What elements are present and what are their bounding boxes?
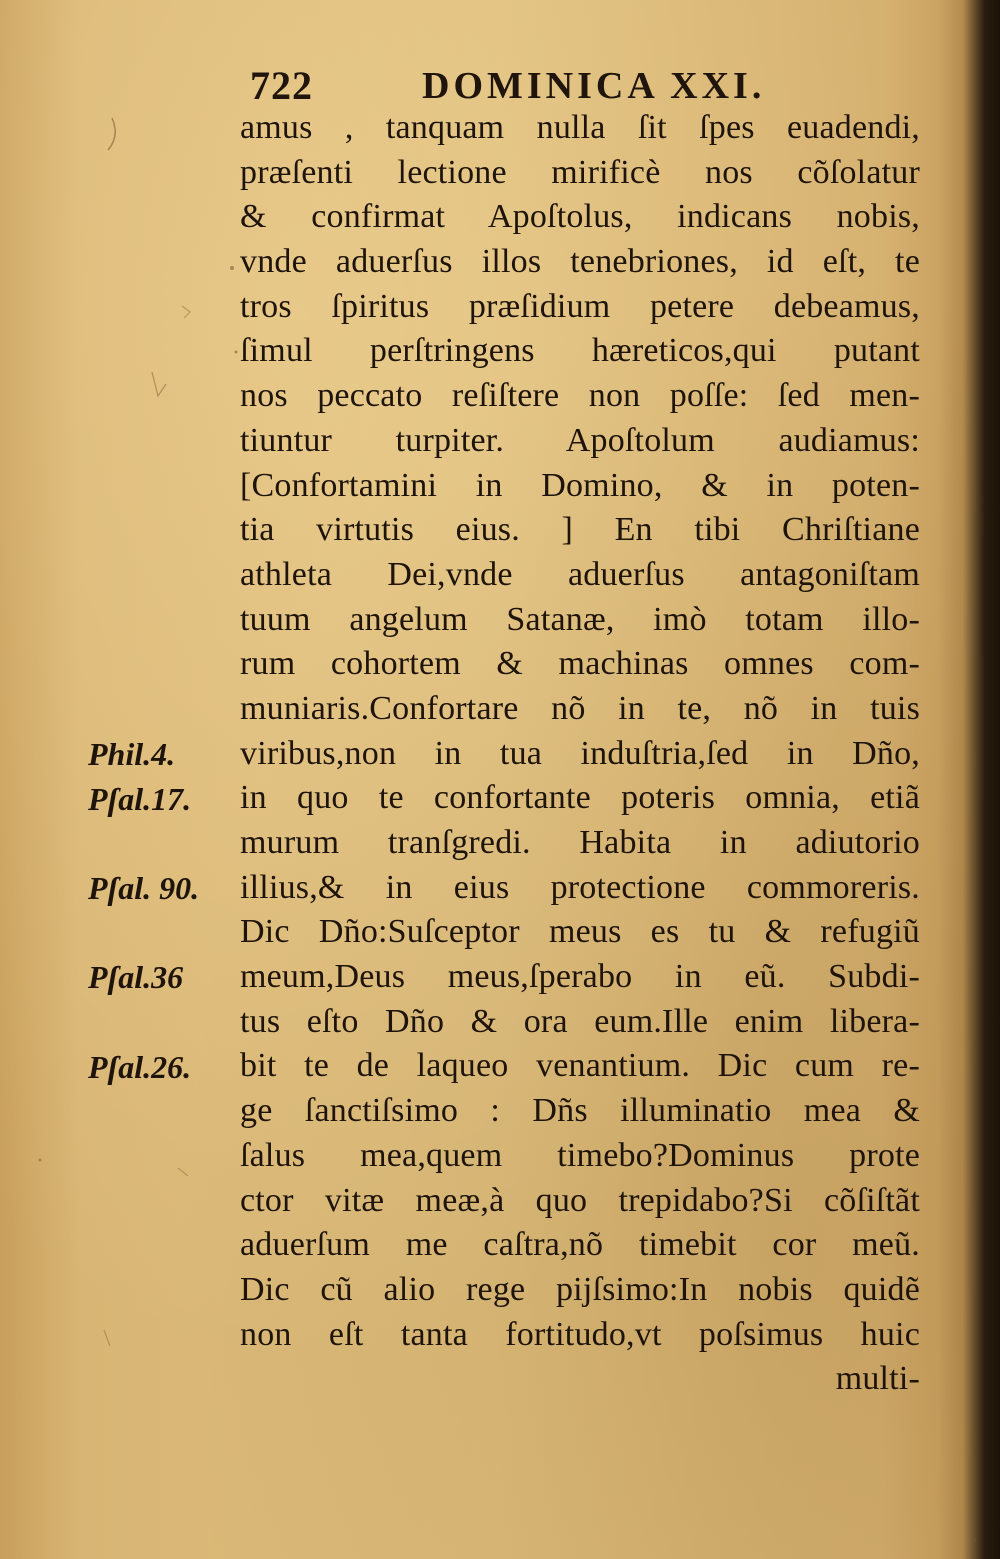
- text-line: ctor vitæ meæ,à quo trepidabo?Si cõſiſtãt: [240, 1181, 920, 1219]
- text-line: [Confortamini in Domino, & in poten-: [240, 466, 920, 504]
- margin-reference: Pſal. 90.: [88, 869, 200, 906]
- text-line: tia virtutis eius. ] En tibi Chriſtiane: [240, 511, 920, 549]
- text-line: & confirmat Apoſtolus, indicans nobis,: [240, 198, 920, 236]
- book-spine-shadow: [938, 0, 1000, 1559]
- text-line: aduerſum me caſtra,nõ timebit cor meũ.: [240, 1226, 920, 1264]
- page-number: 722: [250, 63, 313, 108]
- text-line: Dic Dño:Suſceptor meus es tu & refugiũ: [240, 913, 920, 951]
- text-line: meum,Deus meus,ſperabo in eũ. Subdi-: [240, 958, 920, 996]
- text-line: viribus,non in tua induſtria,ſed in Dño,: [240, 734, 920, 772]
- text-line: ſalus mea,quem timebo?Dominus prote: [240, 1136, 920, 1174]
- text-line: murum tranſgredi. Habita in adiutorio: [240, 824, 920, 861]
- text-line: vnde aduerſus illos tenebriones, id eſt, te: [240, 243, 920, 281]
- text-line: Dic cũ alio rege pijſsimo:In nobis quidẽ: [240, 1270, 920, 1308]
- text-line: illius,& in eius protectione commoreris.: [240, 868, 920, 906]
- text-line: amus , tanquam nulla ſit ſpes euadendi,: [240, 109, 920, 146]
- margin-reference: Pſal.36: [88, 959, 184, 996]
- text-line: tiuntur turpiter. Apoſtolum audiamus:: [240, 421, 920, 459]
- text-line: bit te de laqueo venantium. Dic cum re-: [240, 1047, 920, 1085]
- margin-reference: Pſal.26.: [88, 1048, 192, 1085]
- text-line: non eſt tanta fortitudo,vt poſsimus huic: [240, 1315, 920, 1353]
- text-line: multi-: [835, 1360, 920, 1398]
- running-title: DOMINICA XXI.: [422, 65, 766, 107]
- margin-reference: Pſal.17.: [88, 780, 192, 817]
- text-line: ſimul perſtringens hæreticos,qui putant: [240, 332, 920, 370]
- page-header: [250, 62, 910, 108]
- text-line: nos peccato reſiſtere non poſſe: ſed men-: [240, 377, 920, 415]
- text-line: muniaris.Confortare nõ in te, nõ in tuis: [240, 689, 920, 727]
- text-line: tros ſpiritus præſidium petere debeamus,: [240, 287, 920, 325]
- text-line: athleta Dei,vnde aduerſus antagoniſtam: [240, 555, 920, 593]
- text-line: ge ſanctiſsimo : Dñs illuminatio mea &: [240, 1092, 920, 1130]
- margin-reference: Phil.4.: [88, 735, 176, 772]
- text-line: rum cohortem & machinas omnes com-: [240, 645, 920, 683]
- text-line: tuum angelum Satanæ, imò totam illo-: [240, 600, 920, 638]
- text-line: in quo te confortante poteris omnia, etiã: [240, 779, 920, 817]
- body-text: [240, 106, 920, 1402]
- text-line: tus eſto Dño & ora eum.Ille enim libera-: [240, 1002, 920, 1040]
- text-line: præſenti lectione mirificè nos cõſolatur: [240, 153, 920, 191]
